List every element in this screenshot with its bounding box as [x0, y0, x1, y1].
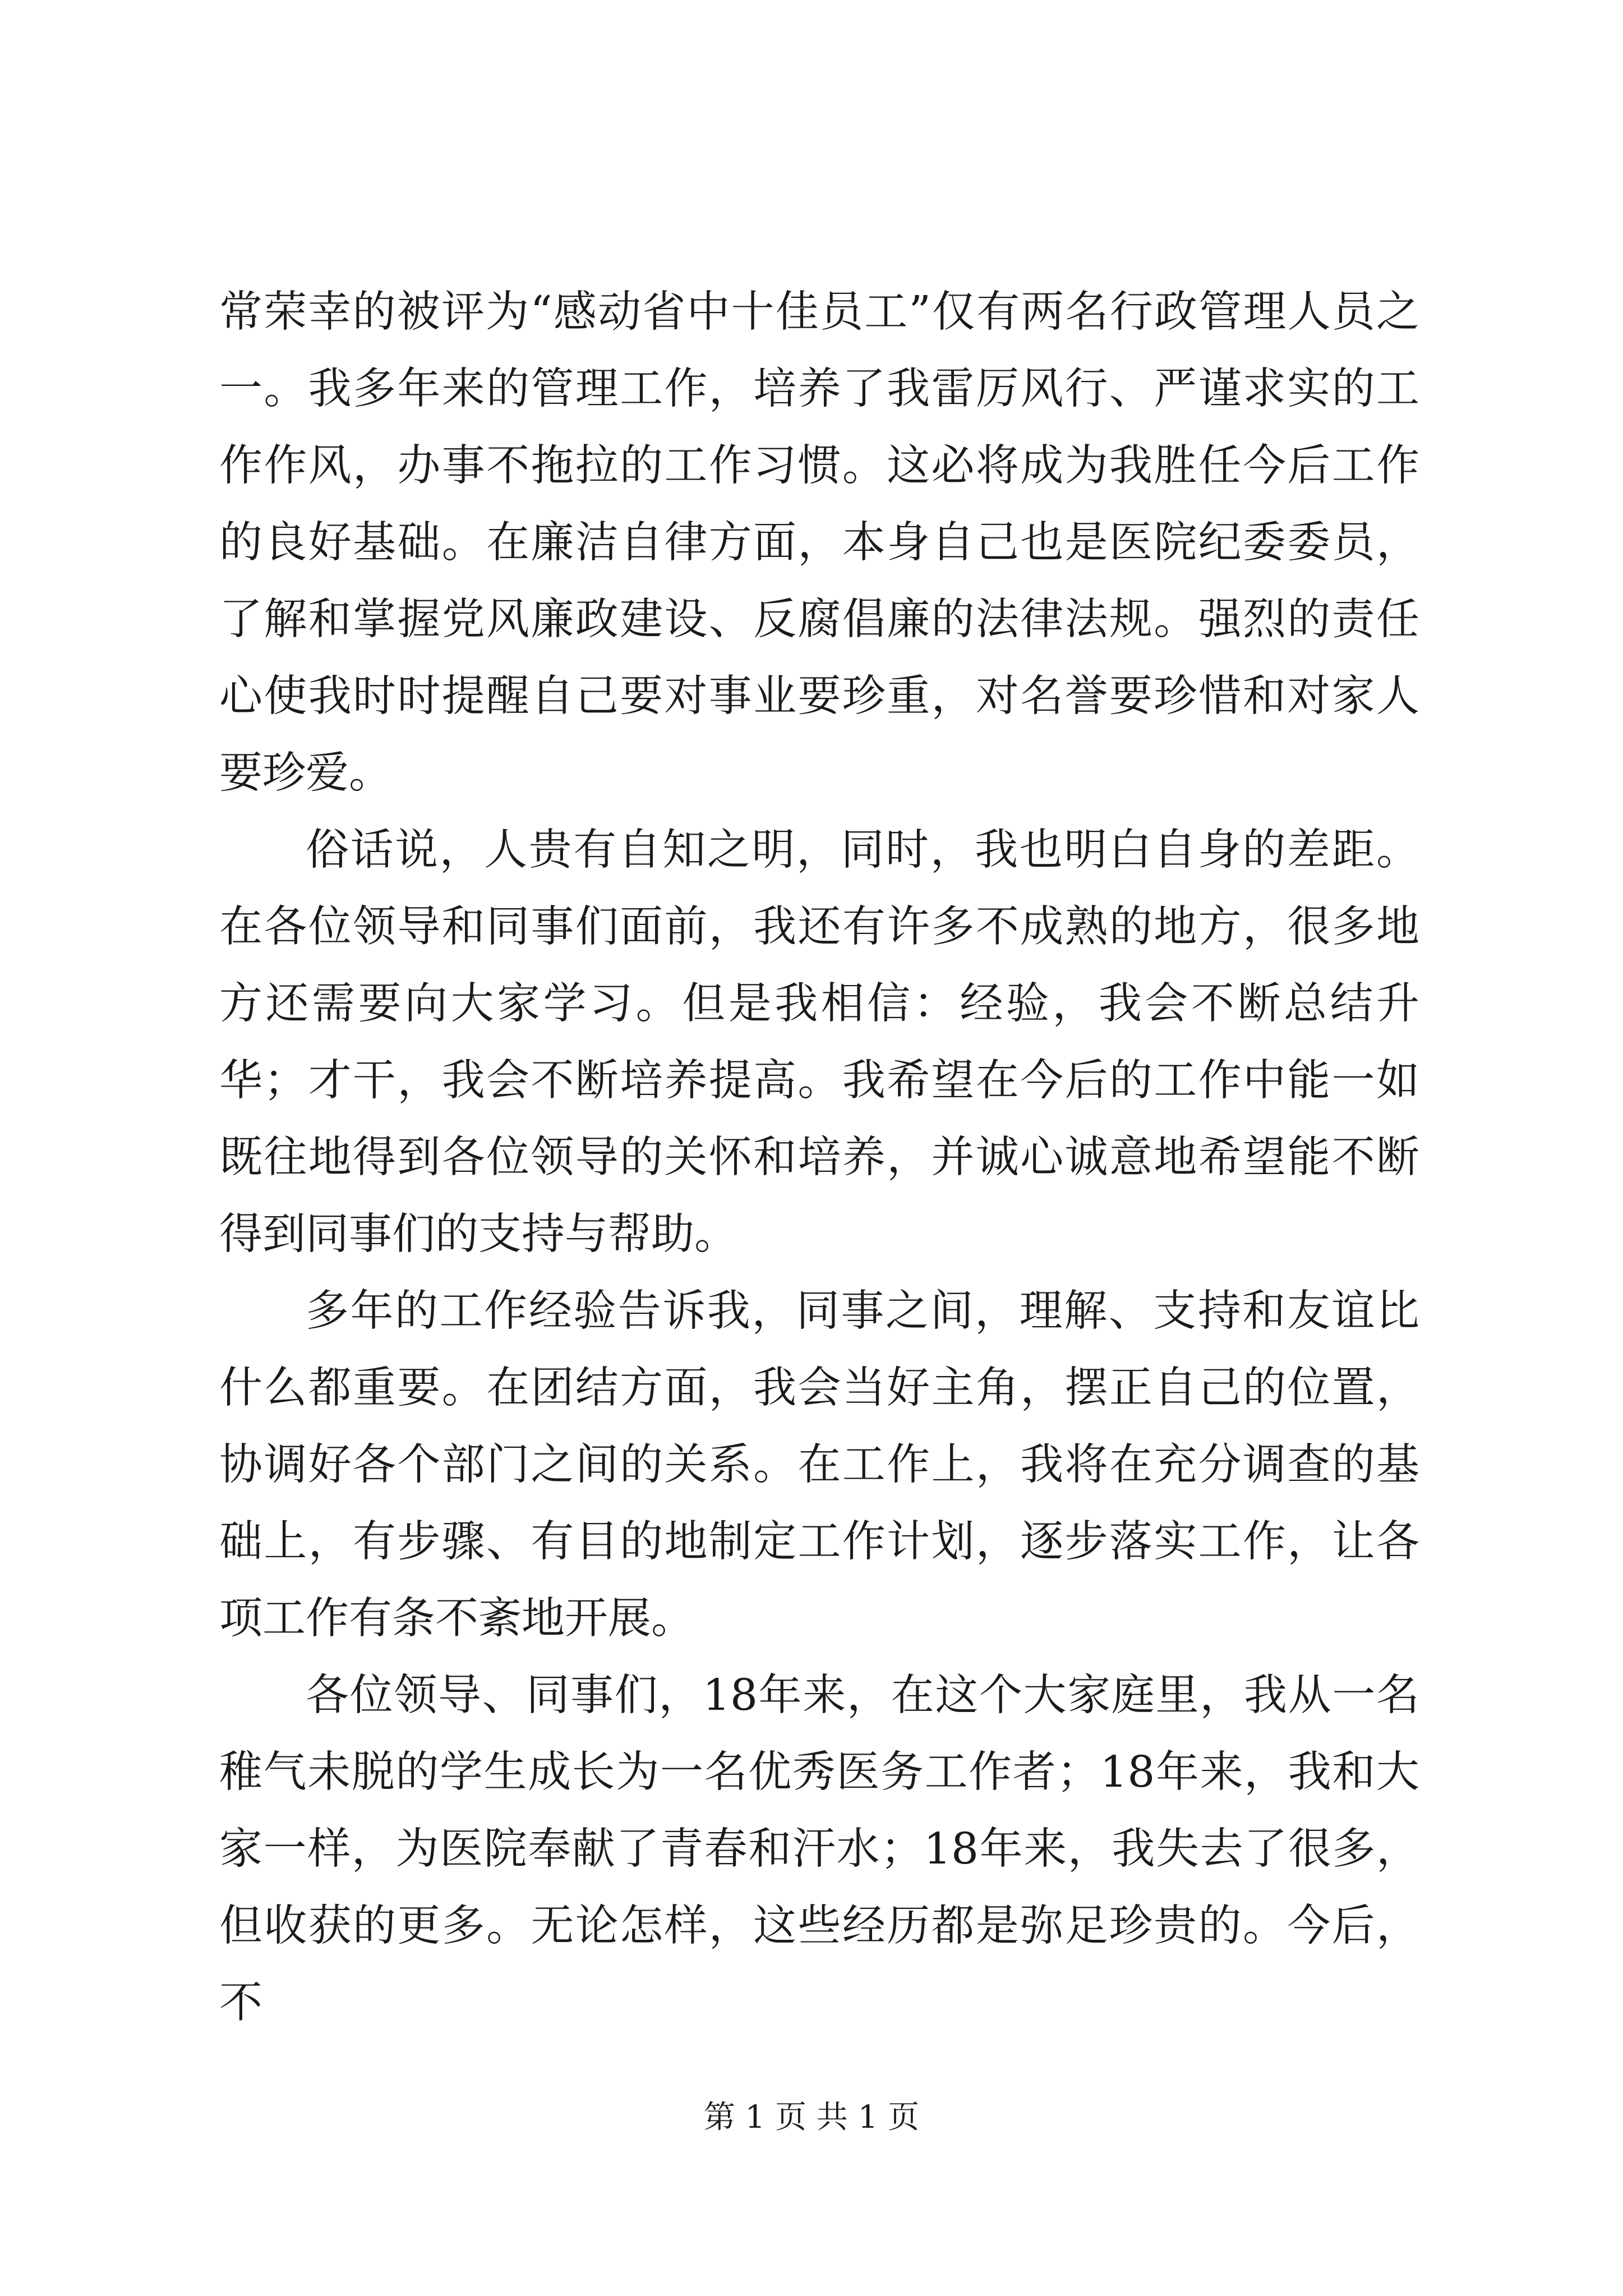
page-footer: 第 1 页 共 1 页 [703, 2099, 920, 2136]
paragraph-1: 常荣幸的被评为“感动省中十佳员工”仅有两名行政管理人员之一。我多年来的管理工作，培养了我雷厉风行、严谨求实的工作作风，办事不拖拉的工作习惯。这必将成为我胜任今后工作的良好基础。在廉洁自律方面，本身自己也是医院纪委委员，了解和掌握党风廉政建设、反腐倡廉的法律法规。强烈的责任心使我时时提醒自己要对事业要珍重，对名誉要珍惜和对家人要珍爱。 [219, 287, 1419, 798]
paragraph-4: 各位领导、同事们，18年来，在这个大家庭里，我从一名稚气未脱的学生成长为一名优秀医务工作者；18年来，我和大家一样，为医院奉献了青春和汗水；18年来，我失去了很多，但收获的更多。无论怎样，这些经历都是弥足珍贵的。今后，不 [219, 1671, 1419, 2028]
paragraph-2: 俗话说，人贵有自知之明，同时，我也明白自身的差距。在各位领导和同事们面前，我还有许多不成熟的地方，很多地方还需要向大家学习。但是我相信：经验，我会不断总结升华；才干，我会不断培养提高。我希望在今后的工作中能一如既往地得到各位领导的关怀和培养，并诚心诚意地希望能不断得到同事们的支持与帮助。 [219, 825, 1419, 1259]
document-body [219, 274, 1419, 2041]
paragraph-3: 多年的工作经验告诉我，同事之间，理解、支持和友谊比什么都重要。在团结方面，我会当好主角，摆正自己的位置，协调好各个部门之间的关系。在工作上，我将在充分调查的基础上，有步骤、有目的地制定工作计划，逐步落实工作，让各项工作有条不紊地开展。 [219, 1286, 1419, 1644]
